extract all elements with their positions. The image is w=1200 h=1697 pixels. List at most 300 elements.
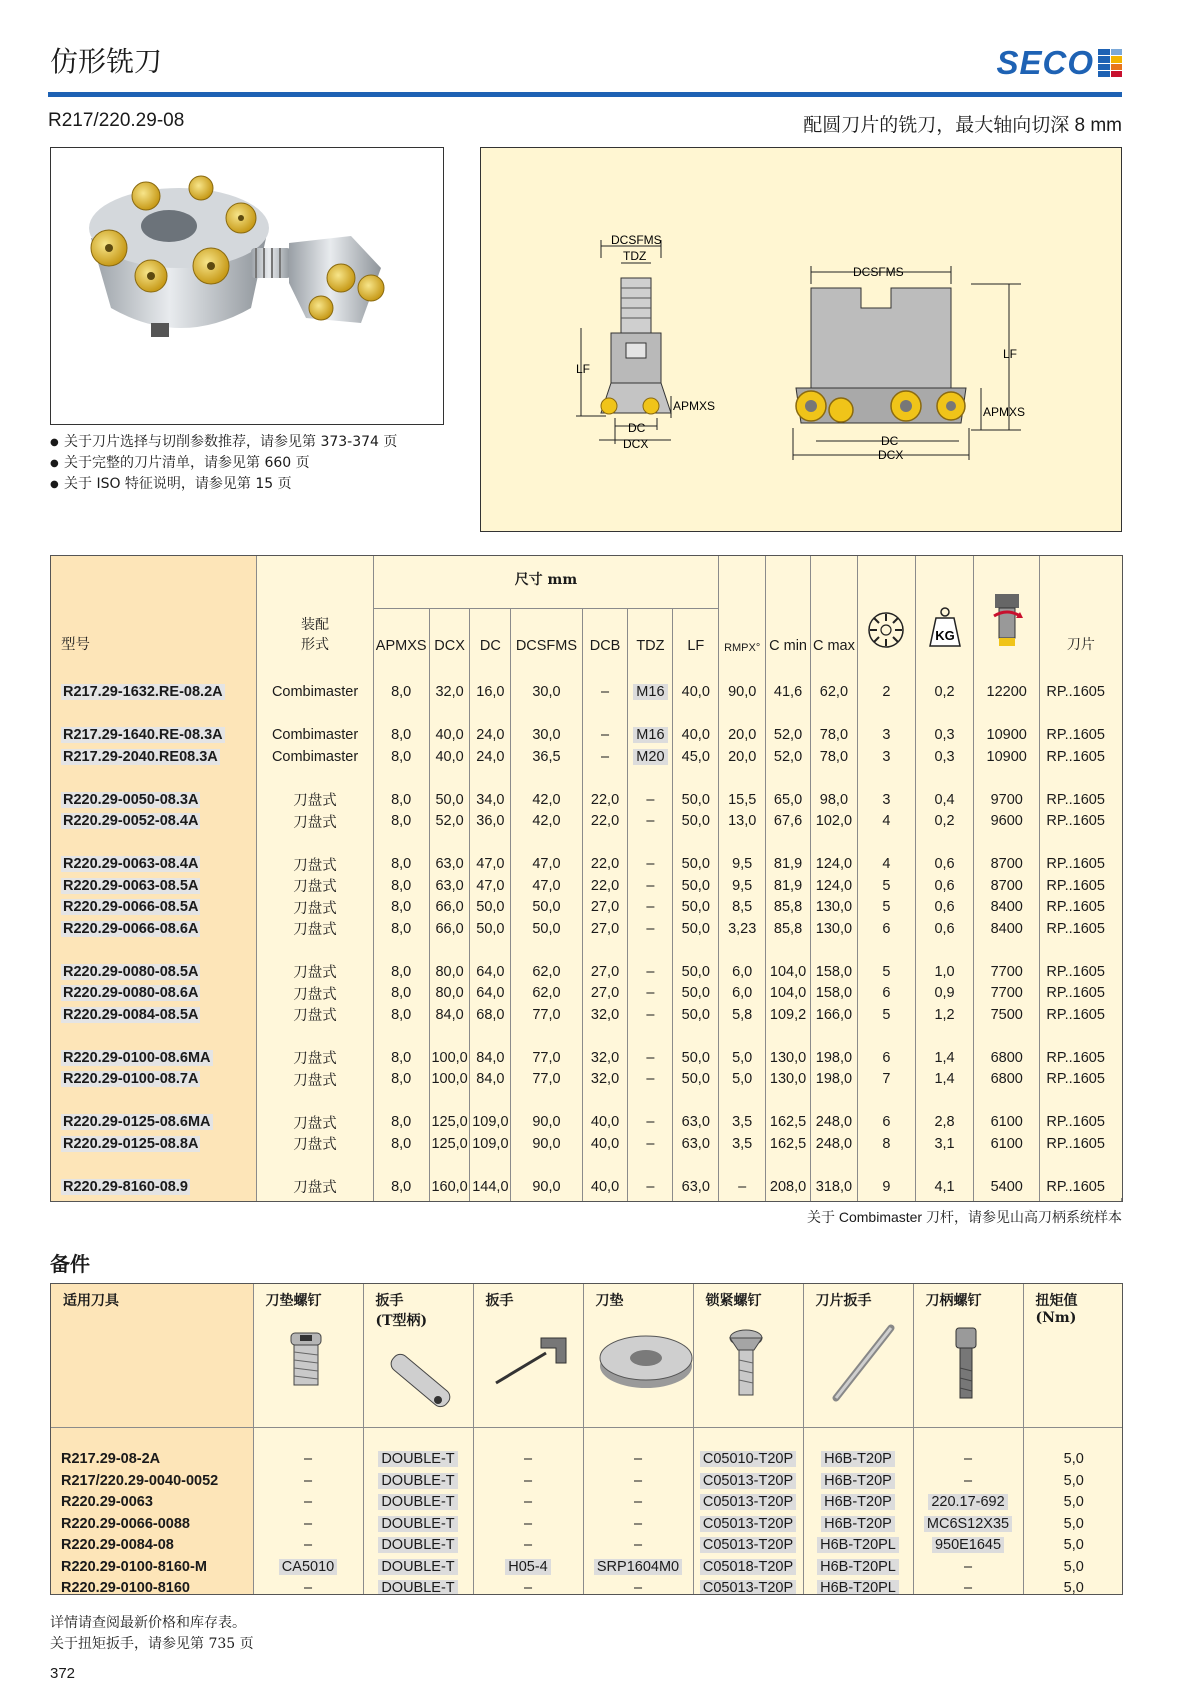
col-model: 型号 — [51, 556, 257, 660]
model-code: R220.29-0125-08.8A — [63, 1135, 199, 1152]
product-table-grid — [51, 556, 1122, 1202]
spare-tool-cell: R220.29-0063 — [51, 1492, 253, 1514]
table-cell: RP..1605 — [1046, 684, 1105, 701]
col-cmin: C min — [766, 556, 811, 660]
table-cell: 130,0 — [810, 918, 857, 940]
table-cell: 63,0 — [673, 1112, 719, 1134]
table-cell: 50,0 — [673, 961, 719, 983]
spare-col-insert-key — [803, 1284, 913, 1427]
table-cell: 318,0 — [810, 1176, 857, 1198]
spare-cell — [693, 1449, 803, 1471]
spare-cell: – — [473, 1578, 583, 1596]
col-dcx: DCX — [429, 608, 470, 660]
table-cell: 6 — [857, 983, 915, 1005]
spare-cell — [913, 1513, 1023, 1535]
table-cell: RP..1605 — [1046, 1178, 1105, 1195]
spacer-row — [51, 703, 1122, 725]
table-cell: 6 — [857, 1112, 915, 1134]
part-code: DOUBLE-T — [378, 1473, 457, 1489]
table-cell: 8,0 — [373, 918, 429, 940]
table-cell: 30,0 — [511, 725, 582, 747]
table-cell: 50,0 — [470, 918, 511, 940]
part-code: H6B-T20P — [821, 1451, 895, 1467]
table-row — [51, 1176, 1122, 1198]
table-cell: 80,0 — [429, 961, 470, 983]
table-cell: 100,0 — [429, 1047, 470, 1069]
table-cell: RP..1605 — [1046, 791, 1105, 808]
table-cell: 3 — [857, 725, 915, 747]
table-cell: 刀盘式 — [257, 983, 373, 1005]
table-cell: 98,0 — [810, 789, 857, 811]
spare-cell — [693, 1470, 803, 1492]
table-cell: 63,0 — [673, 1133, 719, 1155]
right-dcx-label: DCX — [878, 448, 904, 462]
spare-col-tkey — [363, 1284, 473, 1427]
table-cell: 5 — [857, 897, 915, 919]
spacer-row — [51, 940, 1122, 962]
table-cell: 0,3 — [915, 746, 973, 768]
table-cell: 20,0 — [719, 746, 766, 768]
model-cell — [51, 1133, 257, 1155]
table-cell: – — [628, 1176, 673, 1198]
table-cell: 50,0 — [673, 1047, 719, 1069]
table-cell: RP..1605 — [1046, 1006, 1105, 1023]
table-cell: 20,0 — [719, 725, 766, 747]
model-code: R220.29-0080-08.5A — [63, 963, 199, 980]
model-code: R220.29-0100-08.7A — [63, 1071, 199, 1088]
table-cell: 36,0 — [470, 811, 511, 833]
spare-col-tkey-label: 扳手 (T型柄) — [375, 1293, 428, 1329]
spare-cell: – — [473, 1449, 583, 1471]
table-cell: 85,8 — [766, 918, 811, 940]
bottom-note-item: 详情请查阅最新价格和库存表。 — [50, 1615, 246, 1631]
model-cell — [51, 746, 257, 768]
table-cell: RP..1605 — [1046, 963, 1105, 980]
table-cell: 130,0 — [766, 1069, 811, 1091]
spacer-row — [51, 1090, 1122, 1112]
left-tdz-label: TDZ — [623, 249, 647, 263]
part-code: 950E1645 — [932, 1537, 1004, 1553]
part-code: C05013-T20P — [700, 1516, 796, 1532]
table-cell: 34,0 — [470, 789, 511, 811]
model-cell — [51, 789, 257, 811]
table-cell: 124,0 — [810, 875, 857, 897]
spare-cell: – — [583, 1470, 693, 1492]
right-lf-label: LF — [1003, 347, 1018, 361]
table-cell: 52,0 — [429, 811, 470, 833]
table-cell: 166,0 — [810, 1004, 857, 1026]
table-cell: 8,0 — [373, 961, 429, 983]
table-cell: 47,0 — [511, 854, 582, 876]
spare-cell: – — [473, 1492, 583, 1514]
table-cell: – — [628, 897, 673, 919]
spare-cell: – — [253, 1470, 363, 1492]
clamp-screw-icon — [706, 1318, 786, 1408]
table-cell: 50,0 — [673, 875, 719, 897]
key-icon — [486, 1318, 576, 1398]
table-cell: 40,0 — [582, 1176, 628, 1198]
spare-col-torque-label: 扭矩值 (Nm) — [1035, 1293, 1078, 1326]
part-code: C05013-T20P — [700, 1494, 796, 1510]
table-cell: 68,0 — [470, 1004, 511, 1026]
table-row — [51, 1112, 1122, 1134]
table-cell: 刀盘式 — [257, 1133, 373, 1155]
spare-cell: 5,0 — [1063, 1580, 1084, 1595]
table-cell: 8,0 — [373, 746, 429, 768]
spare-cell: – — [583, 1513, 693, 1535]
spare-cell — [693, 1578, 803, 1596]
table-cell: 90,0 — [511, 1112, 582, 1134]
part-code: H6B-T20PL — [817, 1537, 899, 1553]
table-cell: 刀盘式 — [257, 897, 373, 919]
spare-cell: – — [253, 1535, 363, 1557]
table-cell: 40,0 — [429, 746, 470, 768]
model-code: R220.29-0066-08.6A — [63, 920, 199, 937]
teeth-count-icon — [866, 610, 906, 650]
table-cell: 6100 — [974, 1112, 1040, 1134]
spare-parts-title: 备件 — [50, 1252, 90, 1276]
part-code: C05013-T20P — [700, 1473, 796, 1489]
table-cell: 40,0 — [673, 682, 719, 704]
spare-cell: – — [253, 1449, 363, 1471]
model-cell — [51, 1176, 257, 1198]
spacer-row — [51, 1026, 1122, 1048]
table-cell — [628, 725, 673, 747]
product-photo — [50, 147, 444, 425]
table-cell: 5 — [857, 875, 915, 897]
table-cell: 9,5 — [719, 875, 766, 897]
table-cell: 6800 — [974, 1069, 1040, 1091]
shim-icon — [596, 1318, 696, 1398]
table-cell: 125,0 — [429, 1112, 470, 1134]
table-cell: – — [628, 1004, 673, 1026]
table-cell: 160,0 — [429, 1176, 470, 1198]
table-cell: Combimaster — [257, 725, 373, 747]
table-cell: RP..1605 — [1046, 748, 1105, 765]
table-cell: 5 — [857, 961, 915, 983]
model-cell — [51, 1069, 257, 1091]
spare-cell: 5,0 — [1063, 1494, 1084, 1511]
spare-cell — [363, 1449, 473, 1471]
table-cell: 64,0 — [470, 983, 511, 1005]
table-cell: 2 — [857, 682, 915, 704]
model-cell — [51, 875, 257, 897]
table-cell: 90,0 — [719, 682, 766, 704]
table-cell: 4 — [857, 854, 915, 876]
spare-col-shim-screw — [253, 1284, 363, 1427]
model-code: R220.29-0063-08.4A — [63, 856, 199, 873]
spare-col-shim-label: 刀垫 — [595, 1293, 624, 1309]
right-dcsfms-label: DCSFMS — [853, 265, 904, 279]
table-row — [51, 1004, 1122, 1026]
spare-cell — [803, 1492, 913, 1514]
table-cell: 9700 — [974, 789, 1040, 811]
table-cell: 104,0 — [766, 961, 811, 983]
table-row — [51, 1133, 1122, 1155]
table-cell: 8,0 — [373, 811, 429, 833]
table-cell: 4 — [857, 811, 915, 833]
table-cell: 1,4 — [915, 1047, 973, 1069]
spare-row — [51, 1535, 1123, 1557]
table-cell: 52,0 — [766, 725, 811, 747]
spare-cell — [803, 1535, 913, 1557]
table-cell: 3 — [857, 789, 915, 811]
part-code: DOUBLE-T — [378, 1494, 457, 1510]
table-cell: RP..1605 — [1046, 813, 1105, 830]
table-cell: 7 — [857, 1069, 915, 1091]
note-item: ● 关于 ISO 特征说明，请参见第 15 页 — [50, 474, 397, 495]
dimension-drawing — [481, 148, 1122, 532]
dimension-diagram — [480, 147, 1122, 532]
table-cell: 刀盘式 — [257, 1004, 373, 1026]
model-code: R217.29-2040.RE08.3A — [63, 748, 218, 765]
table-cell: RP..1605 — [1046, 856, 1105, 873]
table-cell: 109,0 — [470, 1133, 511, 1155]
col-cmax: C max — [810, 556, 857, 660]
table-cell: 2,8 — [915, 1112, 973, 1134]
table-cell: 8,0 — [373, 875, 429, 897]
table-cell: 8,0 — [373, 854, 429, 876]
spare-cell: – — [583, 1578, 693, 1596]
spare-cell — [583, 1556, 693, 1578]
table-cell: 8,0 — [373, 725, 429, 747]
table-cell: 8,0 — [373, 897, 429, 919]
table-cell: 40,0 — [582, 1133, 628, 1155]
table-cell: 50,0 — [673, 1069, 719, 1091]
table-cell: 162,5 — [766, 1112, 811, 1134]
table-cell: 27,0 — [582, 897, 628, 919]
part-code: H6B-T20PL — [817, 1559, 899, 1575]
table-cell: 47,0 — [470, 854, 511, 876]
model-code: R220.29-0084-08.5A — [63, 1006, 199, 1023]
bottom-spacer-row — [51, 1198, 1122, 1202]
table-cell: 67,6 — [766, 811, 811, 833]
table-cell: 8700 — [974, 875, 1040, 897]
table-cell: 3,5 — [719, 1112, 766, 1134]
spare-cell: – — [913, 1578, 1023, 1596]
product-code: R217/220.29-08 — [48, 110, 185, 131]
right-dc-label: DC — [881, 434, 899, 448]
part-code: SRP1604M0 — [594, 1559, 682, 1575]
table-cell: 0,4 — [915, 789, 973, 811]
spare-tool-cell: R217/220.29-0040-0052 — [51, 1470, 253, 1492]
table-cell: 0,9 — [915, 983, 973, 1005]
table-cell: 81,9 — [766, 875, 811, 897]
table-cell: 63,0 — [429, 875, 470, 897]
header-rule — [48, 92, 1122, 97]
table-cell: 50,0 — [511, 918, 582, 940]
part-code: 220.17-692 — [928, 1494, 1007, 1510]
table-cell: 6,0 — [719, 961, 766, 983]
table-cell: – — [628, 1047, 673, 1069]
table-cell: 162,5 — [766, 1133, 811, 1155]
tdz-value: M20 — [633, 749, 667, 765]
table-cell: 8700 — [974, 854, 1040, 876]
table-cell: 50,0 — [673, 789, 719, 811]
table-cell: 45,0 — [673, 746, 719, 768]
part-code: MC6S12X35 — [924, 1516, 1012, 1532]
table-cell: 104,0 — [766, 983, 811, 1005]
part-code: H05-4 — [505, 1559, 551, 1575]
table-cell: 124,0 — [810, 854, 857, 876]
spare-cell — [803, 1556, 913, 1578]
table-cell: 50,0 — [429, 789, 470, 811]
table-cell: 78,0 — [810, 746, 857, 768]
table-cell: 8400 — [974, 897, 1040, 919]
spacer-row — [51, 1155, 1122, 1177]
table-cell: 130,0 — [810, 897, 857, 919]
table-cell: 刀盘式 — [257, 961, 373, 983]
table-cell: 80,0 — [429, 983, 470, 1005]
model-cell — [51, 811, 257, 833]
spare-row — [51, 1556, 1123, 1578]
table-cell: 8400 — [974, 918, 1040, 940]
note-item: ● 关于刀片选择与切削参数推荐，请参见第 373-374 页 — [50, 432, 397, 453]
table-cell: 27,0 — [582, 983, 628, 1005]
part-code: CA5010 — [279, 1559, 337, 1575]
kg-label: KG — [934, 628, 955, 643]
table-cell: 7500 — [974, 1004, 1040, 1026]
spare-cell — [473, 1556, 583, 1578]
table-cell: Combimaster — [257, 682, 373, 704]
page-title: 仿形铣刀 — [50, 45, 163, 78]
part-code: H6B-T20P — [821, 1494, 895, 1510]
spare-col-holder-screw-label: 刀柄螺钉 — [925, 1293, 982, 1309]
model-cell — [51, 918, 257, 940]
table-cell: 1,2 — [915, 1004, 973, 1026]
spare-cell: – — [253, 1578, 363, 1596]
table-cell: 5 — [857, 1004, 915, 1026]
part-code: DOUBLE-T — [378, 1451, 457, 1467]
spare-tool-cell: R217.29-08-2A — [51, 1449, 253, 1471]
table-cell: 100,0 — [429, 1069, 470, 1091]
table-cell: 90,0 — [511, 1176, 582, 1198]
table-cell: 62,0 — [511, 983, 582, 1005]
col-dims-group: 尺寸 mm — [373, 556, 719, 608]
table-cell: 刀盘式 — [257, 875, 373, 897]
spare-col-tool-label: 适用刀具 — [63, 1293, 119, 1309]
weight-kg-icon — [924, 606, 966, 650]
model-code: R220.29-0066-08.5A — [63, 899, 199, 916]
table-cell: 0,6 — [915, 897, 973, 919]
table-cell: RP..1605 — [1046, 1071, 1105, 1088]
table-row — [51, 1047, 1122, 1069]
table-cell: 9,5 — [719, 854, 766, 876]
spare-col-holder-screw — [913, 1284, 1023, 1427]
part-code: C05010-T20P — [700, 1451, 796, 1467]
table-cell: 63,0 — [429, 854, 470, 876]
note-item: ● 关于完整的刀片清单，请参见第 660 页 — [50, 453, 397, 474]
spare-row — [51, 1578, 1123, 1596]
table-cell: RP..1605 — [1046, 899, 1105, 916]
table-cell: 0,6 — [915, 875, 973, 897]
part-code: DOUBLE-T — [378, 1580, 457, 1595]
table-cell: 102,0 — [810, 811, 857, 833]
table-cell: 248,0 — [810, 1133, 857, 1155]
table-cell: – — [628, 983, 673, 1005]
table-row — [51, 961, 1122, 983]
table-cell: 208,0 — [766, 1176, 811, 1198]
table-cell: 刀盘式 — [257, 1112, 373, 1134]
table-cell: 64,0 — [470, 961, 511, 983]
spare-tool-cell: R220.29-0084-08 — [51, 1535, 253, 1557]
table-row — [51, 983, 1122, 1005]
spare-cell: – — [913, 1470, 1023, 1492]
col-dc: DC — [470, 608, 511, 660]
table-cell: 198,0 — [810, 1069, 857, 1091]
part-code: C05013-T20P — [700, 1537, 796, 1553]
table-cell: 22,0 — [582, 811, 628, 833]
model-cell — [51, 1047, 257, 1069]
table-row — [51, 789, 1122, 811]
spare-cell: – — [253, 1513, 363, 1535]
table-cell: 32,0 — [582, 1047, 628, 1069]
model-cell — [51, 1112, 257, 1134]
table-cell: 8,0 — [373, 983, 429, 1005]
model-cell — [51, 1004, 257, 1026]
table-cell: 198,0 — [810, 1047, 857, 1069]
part-code: DOUBLE-T — [378, 1516, 457, 1532]
spare-cell — [363, 1492, 473, 1514]
table-cell: 50,0 — [511, 897, 582, 919]
col-rmpx: RMPX° — [719, 556, 766, 660]
table-cell: 刀盘式 — [257, 789, 373, 811]
table-cell: 50,0 — [673, 811, 719, 833]
model-code: R220.29-0080-08.6A — [63, 985, 199, 1002]
page-number: 372 — [50, 1665, 76, 1682]
model-cell — [51, 854, 257, 876]
spare-cell — [803, 1449, 913, 1471]
table-cell: – — [582, 725, 628, 747]
table-cell: 248,0 — [810, 1112, 857, 1134]
model-code: R220.29-8160-08.9 — [63, 1178, 188, 1195]
spare-cell: – — [473, 1513, 583, 1535]
spare-cell — [803, 1513, 913, 1535]
t-handle-key-icon — [376, 1338, 456, 1418]
table-row — [51, 811, 1122, 833]
table-cell: 1,0 — [915, 961, 973, 983]
spare-cell — [803, 1578, 913, 1596]
table-cell — [628, 682, 673, 704]
model-code: R220.29-0052-08.4A — [63, 813, 199, 830]
table-cell: 85,8 — [766, 897, 811, 919]
col-insert: 刀片 — [1066, 637, 1095, 653]
table-cell: 9600 — [974, 811, 1040, 833]
table-cell: RP..1605 — [1046, 1114, 1105, 1131]
spare-cell — [693, 1492, 803, 1514]
model-cell — [51, 983, 257, 1005]
table-row — [51, 854, 1122, 876]
table-cell: 9 — [857, 1176, 915, 1198]
col-mount: 装配 形式 — [257, 556, 373, 660]
table-cell: 22,0 — [582, 875, 628, 897]
spare-tool-cell: R220.29-0100-8160 — [51, 1578, 253, 1596]
table-cell: 42,0 — [511, 811, 582, 833]
table-cell: 47,0 — [511, 875, 582, 897]
product-table — [50, 555, 1123, 1202]
col-teeth — [857, 556, 915, 660]
col-weight — [915, 556, 973, 660]
table-cell: 22,0 — [582, 789, 628, 811]
model-code: R217.29-1640.RE-08.3A — [63, 727, 223, 744]
product-table-body — [51, 660, 1122, 1202]
model-cell — [51, 897, 257, 919]
table-cell: 6100 — [974, 1133, 1040, 1155]
spare-tool-cell: R220.29-0066-0088 — [51, 1513, 253, 1535]
table-cell: 84,0 — [470, 1069, 511, 1091]
left-dcsfms-label: DCSFMS — [611, 233, 662, 247]
table-cell: – — [628, 1133, 673, 1155]
